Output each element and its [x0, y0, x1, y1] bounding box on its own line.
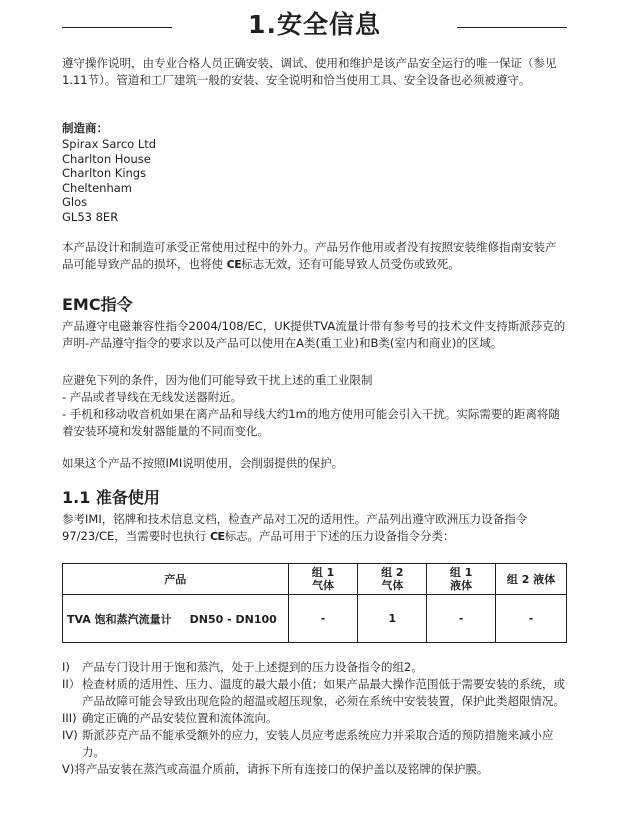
list-item: I) 产品专门设计用于饱和蒸汽，处于上述提到的压力设备指令的组2。 [62, 660, 423, 674]
manufacturer-line: Charlton Kings [62, 166, 147, 180]
emc-condition-item: - 手机和移动收音机如果在离产品和导线大约1m的地方使用可能会引入干扰。实际需要的距离将随着安装环境和发射器能量的不同而变化。 [62, 407, 560, 438]
table-header-cell: 产品 [63, 564, 289, 595]
table-header-cell: 组 1 液体 [427, 564, 496, 595]
group2-gas-cell: 1 [358, 595, 427, 643]
product-size: DN50 - DN100 [189, 612, 277, 626]
ce-mark: CE [226, 258, 242, 271]
table-header-cell: 组 1 气体 [288, 564, 358, 595]
emc-protection-note: 如果这个产品不按照IMI说明使用，会削弱提供的保护。 [62, 456, 344, 470]
emc-conditions-intro: 应避免下列的条件，因为他们可能导致干扰上述的重工业限制 [62, 373, 373, 387]
group1-liquid-cell: - [427, 595, 496, 643]
manufacturer-line: Cheltenham [62, 180, 132, 195]
section-text-part: 参考IMI，铭牌和技术信息文档，检查产品对工况的适用性。产品列出遵守欧洲压力设备指令97/23/CE，当需要时也执行 [62, 512, 528, 543]
manufacturer-line: Charlton House [62, 151, 151, 166]
emc-paragraph: 产品遵守电磁兼容性指令2004/108/EC，UK提供TVA流量计带有参考号的技术文件支持斯派莎克的声明-产品遵守指令的要求以及产品可以使用在A类(重工业)和B类(室内和商业)的区域。 [62, 319, 566, 350]
emc-condition-item: - 产品或者导线在无线发送器附近。 [62, 390, 243, 404]
product-cell [63, 595, 289, 643]
manufacturer-heading: 制造商： [62, 121, 108, 135]
title-row [0, 8, 629, 44]
section-text-part: 标志。产品可用于下述的压力设备指令分类： [224, 529, 455, 543]
intro-paragraph: 遵守操作说明，由专业合格人员正确安装、调试、使用和维护是该产品安全运行的唯一保证（参见1.11节）。管道和工厂建筑一般的安装、安全说明和恰当使用工具、安全设备也必须被遵守。 [62, 56, 557, 87]
table-header-row [63, 564, 567, 595]
pressure-category-table [62, 563, 567, 643]
manufacturer-line: Glos [62, 195, 88, 209]
table-row [63, 595, 567, 643]
list-item: II） 检查材质的适用性、压力、温度的最大最小值；如果产品最大操作范围低于需要安装的系统，或产品故障可能会导致出现危险的超温或超压现象，必须在系统中安装装置，保护此类超限情况。 [62, 677, 565, 708]
group1-gas-cell: - [288, 595, 358, 643]
page-title: 1.安全信息 [248, 10, 381, 39]
section-1-1-paragraph [62, 511, 567, 545]
table-header-cell: 组 2 液体 [496, 564, 567, 595]
title-rule-right [457, 27, 567, 28]
manufacturer-line: Spirax Sarco Ltd [62, 137, 157, 151]
table-header-cell: 组 2 气体 [358, 564, 427, 595]
list-item: V)将产品安装在蒸汽或高温介质前，请拆下所有连接口的保护盖以及铭牌的保护膜。 [62, 762, 489, 776]
manufacturer-line: GL53 8ER [62, 209, 119, 224]
product-name: TVA 饱和蒸汽流量计 [67, 612, 172, 626]
title-rule-left [62, 27, 172, 28]
design-text-part: 本产品设计和制造可承受正常使用过程中的外力。产品另作他用或者没有按照安装维修指南安装产品可能导致产品的损坏，也将使 [62, 240, 557, 271]
ce-mark: CE [209, 530, 225, 543]
notes-list [62, 659, 567, 778]
design-text-part: 标志无效，还有可能导致人员受伤或致死。 [241, 257, 460, 271]
list-item: III) 确定正确的产品安装位置和流体流向。 [62, 711, 278, 725]
emc-heading: EMC指令 [62, 295, 133, 314]
list-item: IV) 斯派莎克产品不能承受额外的应力，安装人员应考虑系统应力并采取合适的预防措施来减小应力。 [62, 728, 554, 759]
design-paragraph [62, 239, 567, 273]
section-1-1-heading: 1.1 准备使用 [62, 488, 160, 507]
group2-liquid-cell: - [496, 595, 567, 643]
